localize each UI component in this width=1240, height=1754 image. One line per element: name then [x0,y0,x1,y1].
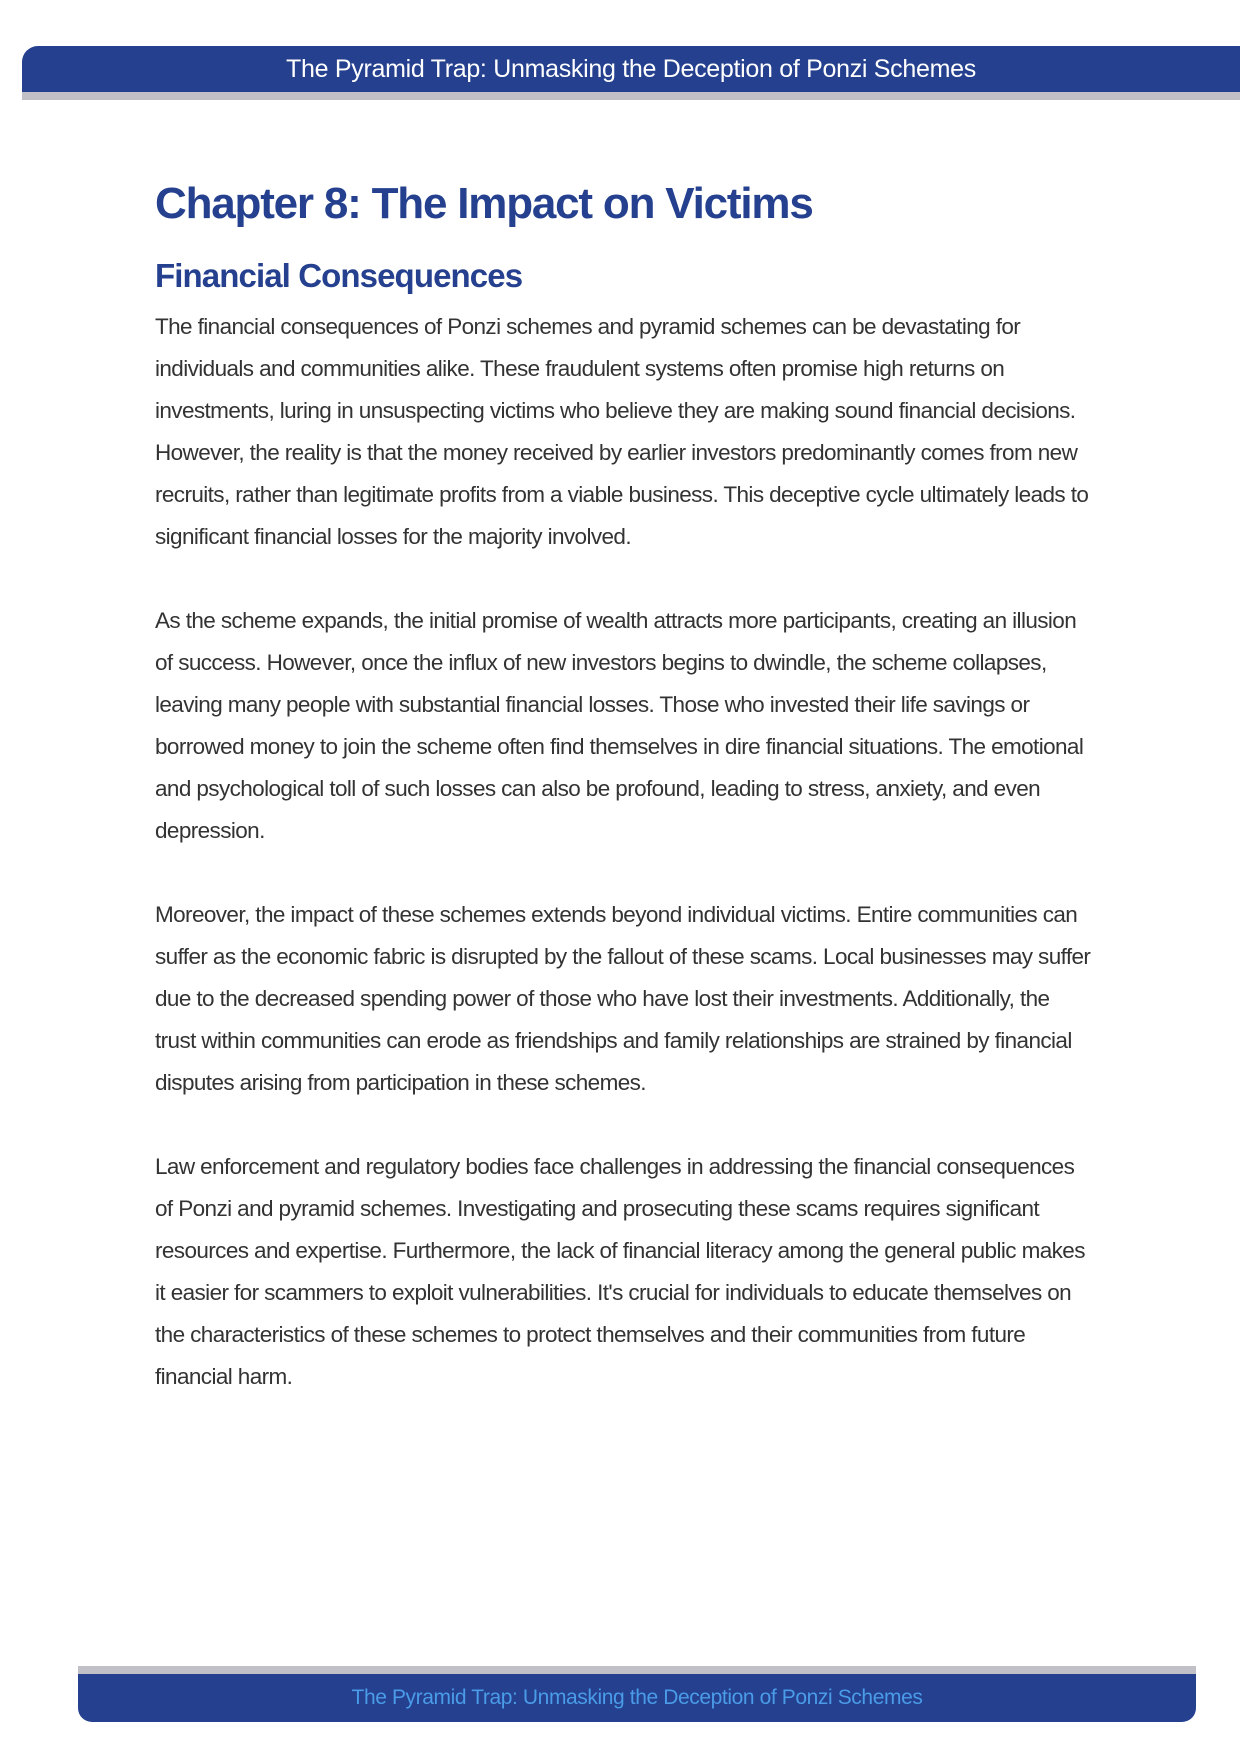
page-footer-banner [78,1674,1196,1722]
chapter-title: Chapter 8: The Impact on Victims [155,179,813,228]
body-paragraph: Moreover, the impact of these schemes extends beyond individual victims. Entire communities can suffer as the economic fabric is disrupted by the fallout of these scams. Local businesses may suffer due to the decreased spending power of those who have lost their investments. Additionally, the trust within communities can erode as friendships and family relationships are strained by financial disputes arising from participation in these schemes. [155,902,1091,1095]
footer-divider [78,1666,1196,1674]
page-content [155,176,1095,1440]
header-title: The Pyramid Trap: Unmasking the Deception of Ponzi Schemes [286,55,976,83]
footer-title: The Pyramid Trap: Unmasking the Deception of Ponzi Schemes [351,1686,923,1709]
body-paragraph: As the scheme expands, the initial promise of wealth attracts more participants, creating an illusion of success. However, once the influx of new investors begins to dwindle, the scheme collapses, leaving many people with substantial financial losses. Those who invested their life savings or borrowed money to join the scheme often find themselves in dire financial situations. The emotional and psychological toll of such losses can also be profound, leading to stress, anxiety, and even depression. [155,608,1084,843]
page-header-banner [22,46,1240,92]
body-paragraph: Law enforcement and regulatory bodies face challenges in addressing the financial consequences of Ponzi and pyramid schemes. Investigating and prosecuting these scams requires significant resources and expertise. Furthermore, the lack of financial literacy among the general public makes it easier for scammers to exploit vulnerabilities. It's crucial for individuals to educate themselves on the characteristics of these schemes to protect themselves and their communities from future financial harm. [155,1154,1085,1389]
body-paragraph: The financial consequences of Ponzi schemes and pyramid schemes can be devastating for individuals and communities alike. These fraudulent systems often promise high returns on investments, luring in unsuspecting victims who believe they are making sound financial decisions. However, the reality is that the money received by earlier investors predominantly comes from new recruits, rather than legitimate profits from a viable business. This deceptive cycle ultimately leads to significant financial losses for the majority involved. [155,314,1089,549]
section-title: Financial Consequences [155,257,523,294]
header-divider [22,92,1240,100]
